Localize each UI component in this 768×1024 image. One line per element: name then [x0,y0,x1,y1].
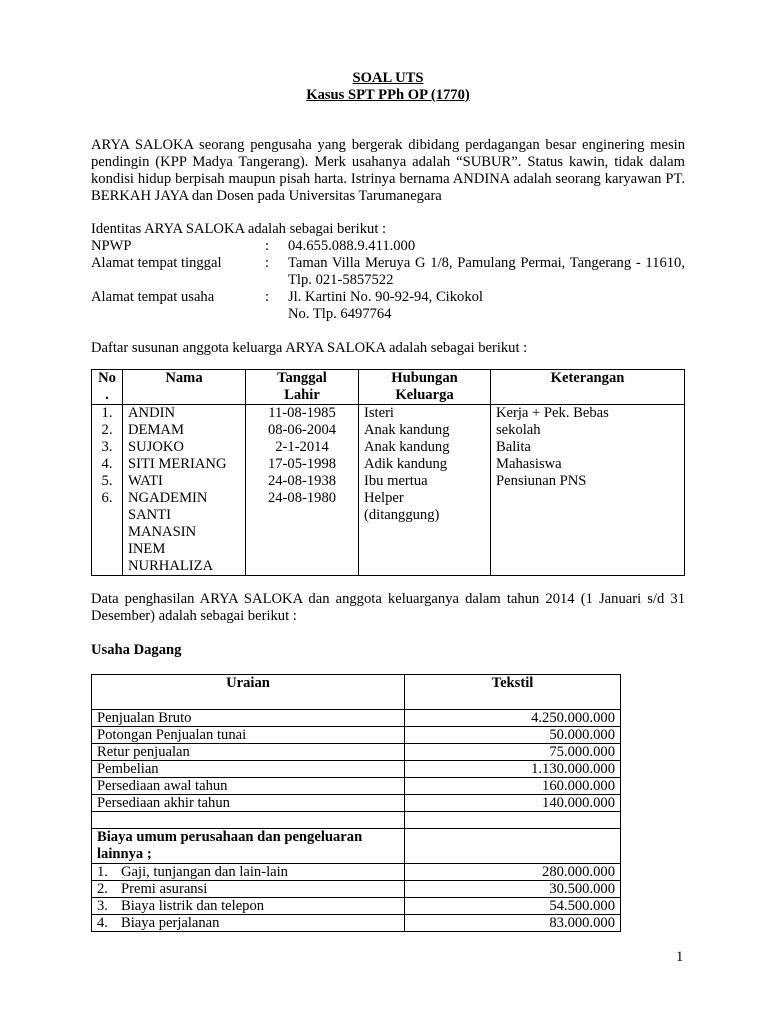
list-item: 3. [101,439,113,455]
list-item: INEM [128,541,166,557]
family-notes-cell [491,405,685,576]
list-item: NGADEMIN [128,490,208,506]
table-spacer-row [92,812,621,829]
col-keterangan: Keterangan [491,370,685,405]
col-uraian: Uraian [92,675,405,710]
list-item: 08-06-2004 [267,422,337,438]
list-item: 11-08-1985 [268,405,336,421]
home-address-label: Alamat tempat tinggal [91,255,222,271]
list-item: 2-1-2014 [275,439,329,455]
work-address-value-1: Jl. Kartini No. 90-92-94, Cikokol [288,289,483,305]
list-item: DEMAM [128,422,184,438]
family-numbers-cell [92,405,123,576]
identity-heading: Identitas ARYA SALOKA adalah sebagai berikut : [91,221,387,237]
list-item: Balita [496,439,531,455]
list-item: SANTI [128,507,171,523]
list-item: 1. [101,405,113,421]
list-item: ANDIN [128,405,176,421]
business-heading: Usaha Dagang [91,642,182,658]
col-nama: Nama [123,370,246,405]
table-row: Penjualan Bruto 4.250.000.000 [92,710,621,727]
table-row: Persediaan akhir tahun 140.000.000 [92,795,621,812]
list-item: 24-08-1980 [267,490,337,506]
table-row: 4. Biaya perjalanan 83.000.000 [92,915,621,932]
business-table [91,674,621,932]
business-table-header [92,675,621,710]
table-row [92,405,685,576]
npwp-label: NPWP [91,238,132,254]
family-names-cell [123,405,246,576]
list-item: 6. [101,490,113,506]
list-item: Adik kandung [364,456,448,472]
work-address-colon: : [265,289,270,305]
work-address-label: Alamat tempat usaha [91,289,215,305]
list-item: Anak kandung [364,422,450,438]
table-row: Potongan Penjualan tunai 50.000.000 [92,727,621,744]
col-tanggal-lahir: Tanggal Lahir [246,370,359,405]
col-hubungan-keluarga: Hubungan Keluarga [359,370,491,405]
list-item: Kerja + Pek. Bebas [496,405,609,421]
list-item: SUJOKO [128,439,184,455]
list-item: Anak kandung [364,439,450,455]
list-item: Pensiunan PNS [496,473,587,489]
home-address-value: Taman Villa Meruya G 1/8, Pamulang Permai, Tangerang - 11610, Tlp. 021-5857522 [288,255,685,288]
family-heading: Daftar susunan anggota keluarga ARYA SALOKA adalah sebagai berikut : [91,340,528,356]
page-number: 1 [676,949,684,965]
list-item: MANASIN [128,524,197,540]
list-item: (ditanggung) [364,507,440,523]
list-item: 2. [101,422,113,438]
table-row: 2. Premi asuransi 30.500.000 [92,881,621,898]
list-item: Helper [364,490,404,506]
list-item: Isteri [364,405,394,421]
list-item: NURHALIZA [128,558,214,574]
cost-heading: Biaya umum perusahaan dan pengeluaran lainnya ; [92,829,405,864]
list-item: 5. [101,473,113,489]
list-item: 17-05-1998 [267,456,337,472]
table-row: 3. Biaya listrik dan telepon 54.500.000 [92,898,621,915]
doc-subtitle: Kasus SPT PPh OP (1770) [306,87,470,103]
family-table-header [92,370,685,405]
cost-heading-row [92,829,621,864]
intro-paragraph: ARYA SALOKA seorang pengusaha yang bergerak dibidang perdagangan besar enginering mesin pendingin (KPP Madya Tangerang). Merk usahanya adalah “SUBUR”. Status kawin, tidak dalam kondisi hidup berpisah maupun pisah harta. Istrinya bernama ANDINA adalah seorang karyawan PT. BERKAH JAYA dan Dosen pada Universitas Tarumanegara [91,137,685,204]
doc-title: SOAL UTS [352,70,424,86]
list-item: SITI MERIANG [128,456,227,472]
col-no: No . [92,370,123,405]
income-paragraph: Data penghasilan ARYA SALOKA dan anggota keluarganya dalam tahun 2014 (1 Januari s/d 31 Desember) adalah sebagai berikut : [91,591,685,624]
list-item: Ibu mertua [364,473,428,489]
list-item: WATI [128,473,163,489]
family-dates-cell [246,405,359,576]
list-item: Mahasiswa [496,456,562,472]
family-relations-cell [359,405,491,576]
list-item: 4. [101,456,113,472]
table-row: 1. Gaji, tunjangan dan lain-lain 280.000.000 [92,864,621,881]
work-address-value-2: No. Tlp. 6497764 [288,306,392,322]
npwp-value: 04.655.088.9.411.000 [288,238,416,254]
col-tekstil: Tekstil [405,675,621,710]
table-row: Pembelian 1.130.000.000 [92,761,621,778]
table-row: Retur penjualan 75.000.000 [92,744,621,761]
list-item: sekolah [496,422,541,438]
npwp-colon: : [265,238,270,254]
home-address-colon: : [265,255,270,271]
family-table [91,369,685,576]
list-item: 24-08-1938 [267,473,337,489]
table-row: Persediaan awal tahun 160.000.000 [92,778,621,795]
